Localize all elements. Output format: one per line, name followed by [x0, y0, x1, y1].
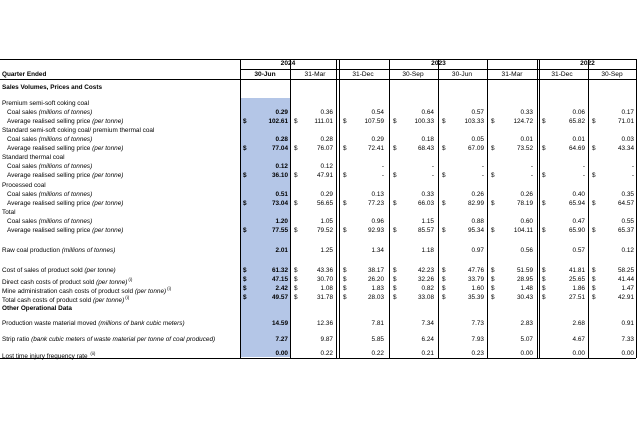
dollar-sign: $: [393, 227, 397, 234]
cell-value: 49.57: [272, 294, 288, 301]
cell-value: -: [582, 172, 585, 179]
dollar-sign: $: [393, 267, 397, 274]
dollar-sign: $: [592, 294, 596, 301]
row-label: Cost of sales of product sold (per tonne): [2, 267, 116, 274]
row-label: Coal sales (millions of tonnes): [7, 136, 93, 143]
cell-value: 0.21: [421, 350, 434, 357]
cell-value: 56.65: [317, 200, 333, 207]
cell-value: 51.59: [517, 267, 533, 274]
cell-value: 38.17: [368, 267, 384, 274]
dollar-sign: $: [592, 227, 596, 234]
dollar-sign: $: [491, 172, 495, 179]
cell-value: 107.59: [364, 118, 384, 125]
dollar-sign: $: [343, 285, 347, 292]
dollar-sign: $: [542, 285, 546, 292]
dollar-sign: $: [491, 118, 495, 125]
dollar-sign: $: [442, 285, 446, 292]
dollar-sign: $: [343, 276, 347, 283]
cell-value: 65.94: [569, 200, 585, 207]
column-divider: [389, 59, 390, 358]
cell-value: 0.12: [320, 163, 333, 170]
cell-value: 5.85: [371, 336, 384, 343]
dollar-sign: $: [393, 118, 397, 125]
cell-value: 65.82: [569, 118, 585, 125]
cell-value: 33.79: [468, 276, 484, 283]
cell-value: 76.07: [317, 145, 333, 152]
cell-value: 12.36: [317, 320, 333, 327]
cell-value: 77.23: [368, 200, 384, 207]
cell-value: 1.86: [572, 285, 585, 292]
cell-value: 7.27: [275, 336, 288, 343]
cell-value: 85.57: [418, 227, 434, 234]
cell-value: 64.57: [618, 200, 634, 207]
column-header-31-Dec: 31-Dec: [551, 71, 573, 78]
cell-value: 1.20: [275, 218, 288, 225]
dollar-sign: $: [393, 145, 397, 152]
dollar-sign: $: [442, 200, 446, 207]
column-header-30-Jun: 30-Jun: [451, 71, 473, 78]
cell-value: 47.76: [468, 267, 484, 274]
cell-value: 71.01: [618, 118, 634, 125]
dollar-sign: $: [343, 267, 347, 274]
cell-value: 0.33: [520, 109, 533, 116]
column-divider: [336, 59, 337, 358]
cell-value: 43.36: [317, 267, 333, 274]
dollar-sign: $: [343, 145, 347, 152]
dollar-sign: $: [294, 294, 298, 301]
cell-value: 0.56: [520, 247, 533, 254]
column-header-30-Sep: 30-Sep: [601, 71, 623, 78]
cell-value: 7.34: [421, 320, 434, 327]
cell-value: 77.55: [272, 227, 288, 234]
dollar-sign: $: [393, 285, 397, 292]
dollar-sign: $: [592, 285, 596, 292]
cell-value: -: [631, 163, 634, 170]
quarter-ended-label: Quarter Ended: [2, 71, 47, 78]
cell-value: 30.43: [517, 294, 533, 301]
dollar-sign: $: [592, 276, 596, 283]
cell-value: 0.97: [471, 247, 484, 254]
column-header-31-Mar: 31-Mar: [304, 71, 326, 78]
cell-value: -: [481, 172, 484, 179]
cell-value: -: [381, 172, 384, 179]
year-header-2024: 2024: [280, 60, 296, 67]
dollar-sign: $: [442, 227, 446, 234]
column-header-31-Dec: 31-Dec: [352, 71, 374, 78]
cell-value: 5.07: [520, 336, 533, 343]
dollar-sign: $: [393, 276, 397, 283]
dollar-sign: $: [442, 294, 446, 301]
dollar-sign: $: [491, 285, 495, 292]
cell-value: 0.28: [320, 136, 333, 143]
cell-value: 73.04: [272, 200, 288, 207]
cell-value: 0.29: [275, 109, 288, 116]
cell-value: 65.90: [569, 227, 585, 234]
cell-value: 28.95: [517, 276, 533, 283]
cell-value: 9.87: [320, 336, 333, 343]
cell-value: 1.25: [320, 247, 333, 254]
dollar-sign: $: [343, 118, 347, 125]
dollar-sign: $: [442, 172, 446, 179]
cell-value: 58.25: [618, 267, 634, 274]
cell-value: 0.57: [471, 109, 484, 116]
row-label: Coal sales (millions of tonnes): [7, 191, 93, 198]
cell-value: 28.03: [368, 294, 384, 301]
row-label: Direct cash costs of product sold (per tonne)$^{(i)}$: [2, 277, 133, 287]
dollar-sign: $: [294, 118, 298, 125]
cell-value: 2.83: [520, 320, 533, 327]
cell-value: 82.99: [468, 200, 484, 207]
column-divider: [487, 59, 488, 358]
dollar-sign: $: [542, 294, 546, 301]
cell-value: 33.08: [418, 294, 434, 301]
row-label: Lost time injury frequency rate $^{(ii)}$: [2, 351, 96, 361]
dollar-sign: $: [542, 172, 546, 179]
cell-value: 0.28: [275, 136, 288, 143]
dollar-sign: $: [491, 294, 495, 301]
cell-value: 1.83: [371, 285, 384, 292]
row-label: Strip ratio (bank cubic meters of waste material per tonne of coal produced): [2, 336, 216, 343]
dollar-sign: $: [243, 294, 247, 301]
cell-value: 0.91: [621, 320, 634, 327]
dollar-sign: $: [542, 145, 546, 152]
cell-value: 64.69: [569, 145, 585, 152]
cell-value: 0.60: [520, 218, 533, 225]
operational-data-table: [0, 58, 640, 376]
row-label: Average realised selling price (per tonne): [7, 145, 124, 152]
row-label: Average realised selling price (per tonne): [7, 172, 124, 179]
cell-value: 0.26: [520, 191, 533, 198]
dollar-sign: $: [243, 227, 247, 234]
row-label: Average realised selling price (per tonne): [7, 227, 124, 234]
cell-value: 0.05: [471, 136, 484, 143]
cell-value: 0.18: [421, 136, 434, 143]
year-header-2022: 2022: [580, 60, 595, 67]
dollar-sign: $: [294, 145, 298, 152]
cell-value: 35.39: [468, 294, 484, 301]
cell-value: 0.01: [572, 136, 585, 143]
cell-value: 1.08: [320, 285, 333, 292]
dollar-sign: $: [542, 118, 546, 125]
row-label: Coal sales (millions of tonnes): [7, 109, 93, 116]
cell-value: 0.82: [421, 285, 434, 292]
cell-value: 0.17: [621, 109, 634, 116]
dollar-sign: $: [442, 118, 446, 125]
row-label: Coal sales (millions of tonnes): [7, 163, 93, 170]
cell-value: 0.54: [371, 109, 384, 116]
dollar-sign: $: [243, 200, 247, 207]
cell-value: 73.52: [517, 145, 533, 152]
cell-value: 111.01: [314, 118, 333, 125]
cell-value: 0.33: [421, 191, 434, 198]
dollar-sign: $: [542, 200, 546, 207]
cell-value: 1.18: [421, 247, 434, 254]
cell-value: 7.33: [621, 336, 634, 343]
dollar-sign: $: [592, 200, 596, 207]
dollar-sign: $: [243, 172, 247, 179]
cell-value: 42.91: [618, 294, 634, 301]
dollar-sign: $: [393, 294, 397, 301]
column-header-30-Jun: 30-Jun: [254, 71, 276, 78]
cell-value: 0.47: [572, 218, 585, 225]
dollar-sign: $: [393, 200, 397, 207]
dollar-sign: $: [592, 145, 596, 152]
cell-value: 0.01: [520, 136, 533, 143]
dollar-sign: $: [542, 227, 546, 234]
dollar-sign: $: [294, 276, 298, 283]
cell-value: 31.78: [317, 294, 333, 301]
rule-top: [0, 59, 636, 60]
cell-value: 0.22: [371, 350, 384, 357]
cell-value: 27.51: [569, 294, 585, 301]
dollar-sign: $: [393, 172, 397, 179]
cell-value: 77.04: [272, 145, 288, 152]
cell-value: 0.00: [520, 350, 533, 357]
cell-value: 1.05: [320, 218, 333, 225]
cell-value: 25.65: [569, 276, 585, 283]
cell-value: 1.60: [471, 285, 484, 292]
cell-value: 0.23: [471, 350, 484, 357]
cell-value: 0.13: [371, 191, 384, 198]
cell-value: 95.34: [468, 227, 484, 234]
dollar-sign: $: [343, 172, 347, 179]
row-label: Standard semi-soft coking coal/ premium thermal coal: [2, 127, 155, 134]
cell-value: 0.06: [572, 109, 585, 116]
cell-value: 61.32: [272, 267, 288, 274]
cell-value: 1.47: [621, 285, 634, 292]
cell-value: 65.37: [618, 227, 634, 234]
column-divider: [290, 59, 291, 358]
cell-value: 103.33: [464, 118, 484, 125]
dollar-sign: $: [243, 118, 247, 125]
cell-value: 42.23: [418, 267, 434, 274]
row-label: Coal sales (millions of tonnes): [7, 218, 93, 225]
cell-value: 66.03: [418, 200, 434, 207]
dollar-sign: $: [294, 285, 298, 292]
cell-value: 0.29: [371, 136, 384, 143]
dollar-sign: $: [491, 200, 495, 207]
row-label: Total: [2, 209, 16, 216]
cell-value: 102.61: [268, 118, 288, 125]
rule-header-bottom: [0, 79, 636, 80]
row-label: Total cash costs of product sold (per tonne)$^{(i)}$: [2, 295, 130, 305]
cell-value: 6.24: [421, 336, 434, 343]
year-header-2023: 2023: [431, 60, 446, 67]
cell-value: 124.72: [513, 118, 533, 125]
cell-value: 0.29: [320, 191, 333, 198]
cell-value: 0.00: [572, 350, 585, 357]
dollar-sign: $: [343, 227, 347, 234]
column-divider: [339, 59, 340, 358]
cell-value: 68.43: [418, 145, 434, 152]
cell-value: -: [631, 172, 634, 179]
row-label: Production waste material moved (millions of bank cubic meters): [2, 320, 185, 327]
cell-value: 78.19: [517, 200, 533, 207]
cell-value: 0.12: [621, 247, 634, 254]
row-label: Average realised selling price (per tonne): [7, 118, 124, 125]
row-label: Raw coal production (millions of tonnes): [2, 247, 116, 254]
dollar-sign: $: [294, 200, 298, 207]
cell-value: 0.96: [371, 218, 384, 225]
column-header-31-Mar: 31-Mar: [501, 71, 523, 78]
dollar-sign: $: [243, 276, 247, 283]
cell-value: 0.12: [275, 163, 288, 170]
column-divider: [438, 59, 439, 358]
cell-value: 30.70: [317, 276, 333, 283]
cell-value: 32.26: [418, 276, 434, 283]
cell-value: 47.15: [272, 276, 288, 283]
cell-value: 72.41: [368, 145, 384, 152]
column-divider: [537, 59, 538, 358]
cell-value: 0.57: [572, 247, 585, 254]
column-divider: [240, 59, 241, 358]
cell-value: 100.33: [414, 118, 434, 125]
cell-value: 1.48: [520, 285, 533, 292]
cell-value: 104.11: [513, 227, 533, 234]
cell-value: -: [381, 163, 384, 170]
cell-value: 7.93: [471, 336, 484, 343]
section-other-heading: Other Operational Data: [2, 305, 72, 312]
dollar-sign: $: [491, 276, 495, 283]
dollar-sign: $: [592, 118, 596, 125]
cell-value: 43.34: [618, 145, 634, 152]
rule-bottom: [0, 358, 636, 359]
cell-value: 0.26: [471, 191, 484, 198]
cell-value: 7.81: [371, 320, 384, 327]
cell-value: 0.00: [621, 350, 634, 357]
dollar-sign: $: [592, 267, 596, 274]
cell-value: -: [481, 163, 484, 170]
cell-value: -: [431, 172, 434, 179]
dollar-sign: $: [294, 267, 298, 274]
dollar-sign: $: [243, 285, 247, 292]
cell-value: 36.10: [272, 172, 288, 179]
cell-value: 0.36: [320, 109, 333, 116]
dollar-sign: $: [442, 276, 446, 283]
cell-value: 0.55: [621, 218, 634, 225]
column-divider: [539, 59, 540, 358]
dollar-sign: $: [491, 227, 495, 234]
column-divider: [636, 59, 637, 358]
dollar-sign: $: [294, 172, 298, 179]
row-label: Premium semi-soft coking coal: [2, 100, 90, 107]
row-label: Processed coal: [2, 182, 46, 189]
cell-value: 0.51: [275, 191, 288, 198]
cell-value: 0.88: [471, 218, 484, 225]
cell-value: -: [582, 163, 585, 170]
cell-value: 0.40: [572, 191, 585, 198]
cell-value: 1.15: [421, 218, 434, 225]
cell-value: 1.34: [371, 247, 384, 254]
dollar-sign: $: [294, 227, 298, 234]
cell-value: 26.20: [368, 276, 384, 283]
cell-value: 0.03: [621, 136, 634, 143]
dollar-sign: $: [442, 267, 446, 274]
dollar-sign: $: [442, 145, 446, 152]
cell-value: 79.52: [317, 227, 333, 234]
dollar-sign: $: [542, 267, 546, 274]
dollar-sign: $: [491, 145, 495, 152]
cell-value: 0.64: [421, 109, 434, 116]
dollar-sign: $: [343, 200, 347, 207]
cell-value: 4.67: [572, 336, 585, 343]
cell-value: 0.00: [275, 350, 288, 357]
section-sales-heading: Sales Volumes, Prices and Costs: [2, 84, 103, 91]
row-label: Average realised selling price (per tonne): [7, 200, 124, 207]
dollar-sign: $: [343, 294, 347, 301]
cell-value: 0.35: [621, 191, 634, 198]
cell-value: 14.59: [272, 320, 288, 327]
cell-value: -: [530, 172, 533, 179]
cell-value: 0.22: [320, 350, 333, 357]
row-label: Mine administration cash costs of product sold (per tonne)$^{(i)}$: [2, 286, 172, 296]
row-label: Standard thermal coal: [2, 154, 65, 161]
cell-value: 47.91: [317, 172, 333, 179]
column-divider: [588, 59, 589, 358]
cell-value: -: [431, 163, 434, 170]
dollar-sign: $: [243, 145, 247, 152]
cell-value: 2.42: [275, 285, 288, 292]
dollar-sign: $: [592, 172, 596, 179]
dollar-sign: $: [243, 267, 247, 274]
cell-value: 67.09: [468, 145, 484, 152]
cell-value: 41.44: [618, 276, 634, 283]
cell-value: 2.01: [275, 247, 288, 254]
column-header-30-Sep: 30-Sep: [402, 71, 424, 78]
cell-value: 41.81: [569, 267, 585, 274]
cell-value: -: [530, 163, 533, 170]
cell-value: 7.73: [471, 320, 484, 327]
dollar-sign: $: [491, 267, 495, 274]
dollar-sign: $: [542, 276, 546, 283]
cell-value: 2.68: [572, 320, 585, 327]
cell-value: 92.93: [368, 227, 384, 234]
